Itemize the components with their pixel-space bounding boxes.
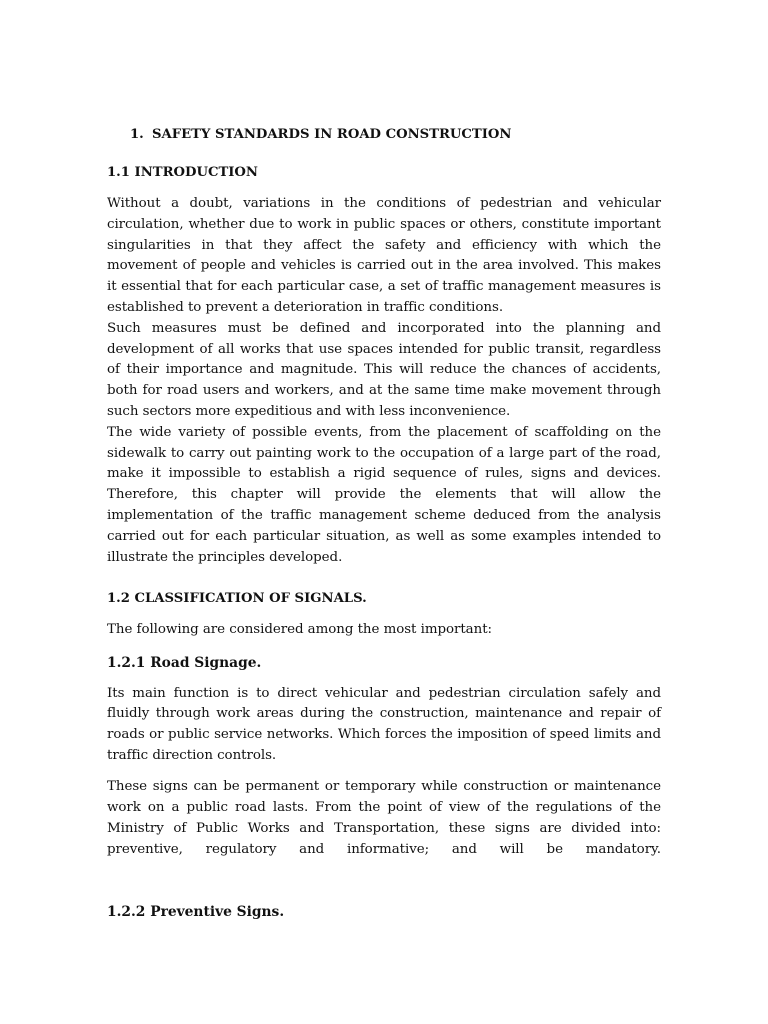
intro-paragraph-3: The wide variety of possible events, from the placement of scaffolding on the sidewalk to carry out painting work to the occupation of a large part of the road, make it impossible to establish a rigid sequence of rules, signs and devices. Therefore, this chapter will provide the elements that will allow the implementation of the traffic management scheme deduced from the analysis carried out for each particular situation, as well as some examples intended to illustrate the principles developed. (107, 424, 661, 565)
section-heading-1-2-1: 1.2.1 Road Signage. (107, 654, 262, 671)
section-heading-1-1: 1.1 INTRODUCTION (107, 165, 258, 180)
section-heading-1-2-2: 1.2.2 Preventive Signs. (107, 903, 285, 920)
chapter-title: SAFETY STANDARDS IN ROAD CONSTRUCTION (152, 127, 512, 142)
chapter-number: 1. (130, 127, 144, 142)
intro-paragraph-1: Without a doubt, variations in the conditions of pedestrian and vehicular circulation, whether due to work in public spaces or others, constitute important singularities in that they affect the safety and efficiency with which the movement of people and vehicles is carried out in the area involved. This makes it essential that for each particular case, a set of traffic management measures is established to prevent a deterioration in traffic conditions. (107, 196, 661, 315)
road-signage-paragraph-1: Its main function is to direct vehicular and pedestrian circulation safely and fluidly through work areas during the construction, maintenance and repair of roads or public service networks. Which forces the imposition of speed limits and traffic direction controls. (107, 685, 661, 764)
classification-intro: The following are considered among the most important: (107, 622, 492, 638)
document-page (107, 124, 661, 933)
section-heading-1-2: 1.2 CLASSIFICATION OF SIGNALS. (107, 591, 367, 607)
road-signage-paragraph-2: These signs can be permanent or temporary while construction or maintenance work on a public road lasts. From the point of view of the regulations of the Ministry of Public Works and Transportation, these signs are divided into: preventive, regulatory and informative; and will be mandatory. (107, 779, 661, 857)
chapter-heading (107, 124, 661, 146)
intro-paragraph-2: Such measures must be defined and incorporated into the planning and development of all works that use spaces intended for public transit, regardless of their importance and magnitude. This will reduce the chances of accidents, both for road users and workers, and at the same time make movement through such sectors more expeditious and with less inconvenience. (107, 320, 661, 419)
